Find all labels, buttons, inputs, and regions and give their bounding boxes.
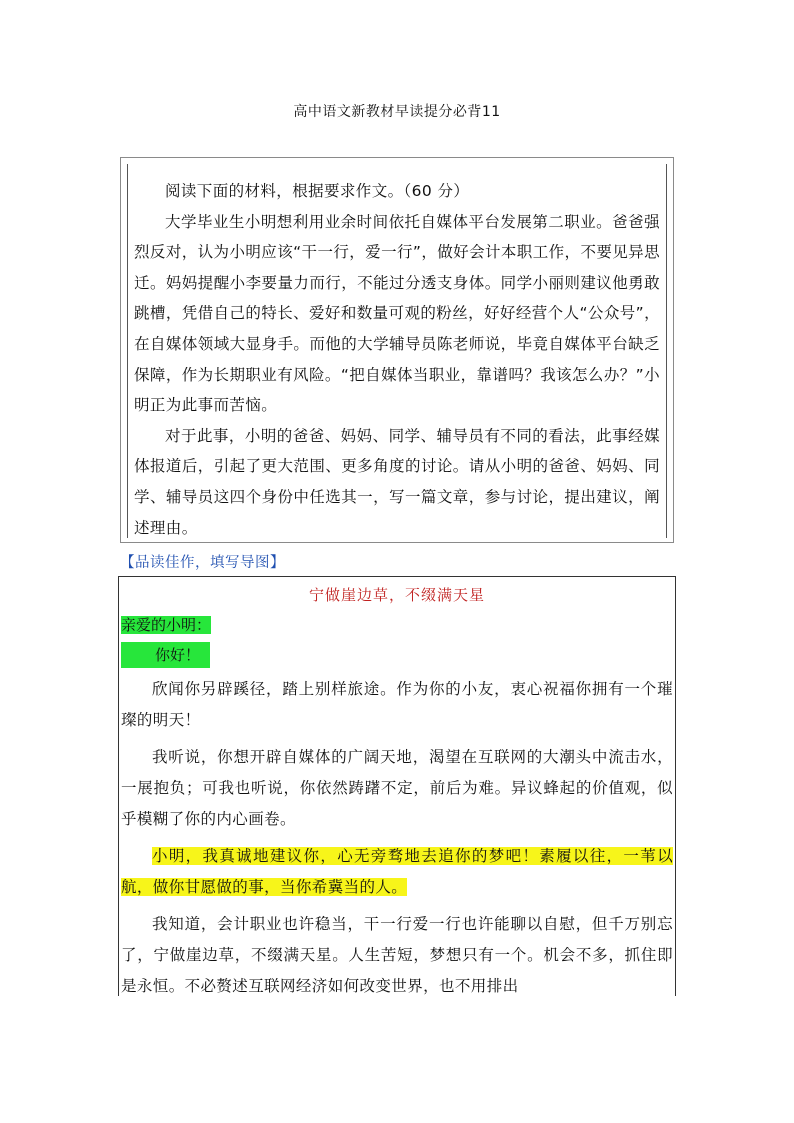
essay-paragraph-4: 我知道，会计职业也许稳当，干一行爱一行也许能聊以自慰，但千万别忘了，宁做崖边草，不缀满天星。人生苦短，梦想只有一个。机会不多，抓住即是永恒。不必赘述互联网经济如何改变世界，也不用排出 [121,915,673,995]
material-prompt: 阅读下面的材料，根据要求作文。（60 分） [165,182,470,200]
essay-paragraph-1: 欣闻你另辟蹊径，踏上别样旅途。作为你的小友，衷心祝福你拥有一个璀璨的明天！ [121,680,673,729]
essay-title: 宁做崖边草，不缀满天星 [308,586,485,604]
material-paragraph-2: 对于此事，小明的爸爸、妈妈、同学、辅导员有不同的看法，此事经媒体报道后，引起了更大范围、更多角度的讨论。请从小明的爸爸、妈妈、同学、辅导员这四个身份中任选其一，写一篇文章，参与讨论，提出建议，阐述理由。 [134,426,660,537]
hello-pad-end [200,642,210,668]
hello-text: 你好！ [155,642,200,668]
hello-line [121,642,673,668]
section-heading: 【品读佳作，填写导图】 [120,555,285,571]
essay-paragraph-3 [121,841,673,903]
material-paragraph-1: 大学毕业生小明想利用业余时间依托自媒体平台发展第二职业。爸爸强烈反对，认为小明应该“干一行，爱一行”，做好会计本职工作，不要见异思迁。妈妈提醒小李要量力而行，不能过分透支身体。同学小丽则建议他勇敢跳槽，凭借自己的特长、爱好和数量可观的粉丝，好好经营个人“公众号”，在自媒体领域大显身手。而他的大学辅导员陈老师说，毕竟自媒体平台缺乏保障，作为长期职业有风险。“把自媒体当职业，靠谱吗？我该怎么办？”小明正为此事而苦恼。 [134,212,660,415]
salutation: 亲爱的小明： [121,616,212,634]
salutation-line [121,612,673,638]
material-inner-frame [127,164,667,538]
page-title: 高中语文新教材早读提分必背11 [293,104,501,120]
essay-paragraph-2: 我听说，你想开辟自媒体的广阔天地，渴望在互联网的大潮头中流击水，一展抱负；可我也听说，你依然踌躇不定，前后为难。异议蜂起的价值观，似乎模糊了你的内心画卷。 [121,748,673,828]
hello-pad [121,642,155,668]
material-box [120,157,674,543]
highlighted-advice: 小明，我真诚地建议你，心无旁骛地去追你的梦吧！素履以往，一苇以航，做你甘愿做的事，当你希冀当的人。 [121,847,673,896]
essay-box [118,576,676,996]
